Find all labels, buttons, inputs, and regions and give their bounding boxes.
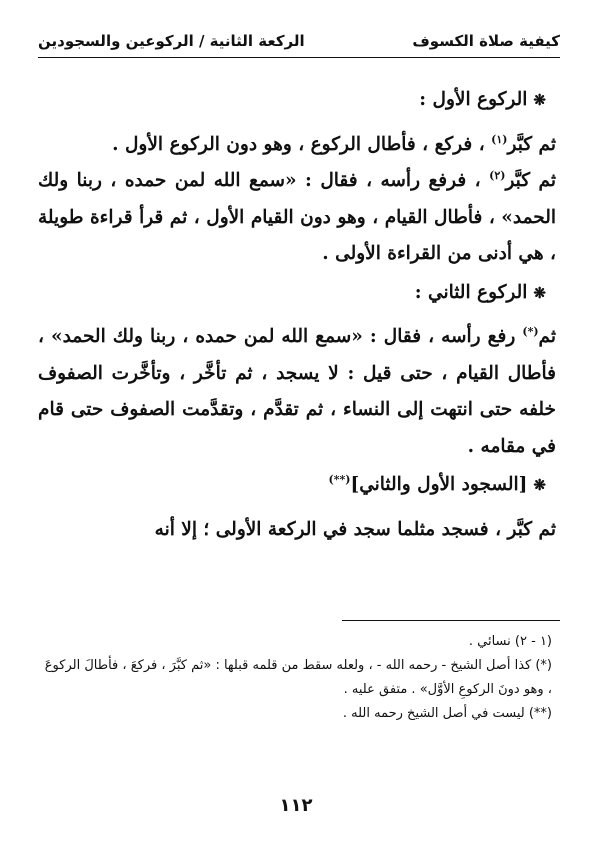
page-number: ١١٢ <box>279 795 313 816</box>
footnote-star: (*) كذا أصل الشيخ - رحمه الله - ، ولعله سقط من قلمه قبلها : «ثم كبَّرَ ، فركعَ ، فأطالَ الركوعَ ، وهو دونَ الركوعِ الأوَّل» . متفق عليه . <box>44 658 552 697</box>
paragraph-4: ثم كبَّر ، فسجد مثلما سجد في الركعة الأولى ؛ إلا أنه <box>154 518 556 540</box>
paragraph-1: ثم كبَّر$^{(١)}$ ، فركع ، فأطال الركوع ، وهو دون الركوع الأول . <box>112 132 556 155</box>
asterisk-bullet-icon: ❋ <box>533 476 546 494</box>
footnote-double-star: (**) ليست في أصل الشيخ رحمه الله . <box>342 706 552 721</box>
header-section-title: الركعة الثانية / الركوعين والسجودين <box>38 32 305 50</box>
main-text <box>38 80 556 548</box>
footnote-ref-1: (١) <box>491 132 508 146</box>
footnotes <box>40 630 552 726</box>
footnote-ref-star: (*) <box>522 324 539 338</box>
asterisk-bullet-icon: ❋ <box>533 283 546 302</box>
asterisk-bullet-icon: ❋ <box>533 91 546 109</box>
heading-sujood: ❋[السجود الأول والثاني](**) <box>328 472 546 495</box>
paragraph-2: ثم كبَّر$^{(٢)}$ ، فرفع رأسه ، فقال : «سمع الله لمن حمده ، ربنا ولك الحمد» ، فأطال القيام ، وهو دون القيام الأول ، ثم قرأ قراءة طويلة ، هي أدنى من القراءة الأولى . <box>38 168 556 264</box>
heading-second-ruku: ❋الركوع الثاني : <box>414 281 546 303</box>
footnote-1-2: (١ - ٢) نسائي . <box>468 634 552 649</box>
footnote-divider <box>342 620 560 621</box>
heading-first-ruku: ❋الركوع الأول : <box>419 89 546 110</box>
footnote-ref-double-star: (**) <box>328 472 351 486</box>
running-header <box>38 28 560 54</box>
footnote-ref-2: (٢) <box>489 168 506 182</box>
header-chapter-title: كيفية صلاة الكسوف <box>412 32 560 50</box>
paragraph-3: ثم(*) رفع رأسه ، فقال : «سمع الله لمن حمده ، ربنا ولك الحمد» ، فأطال القيام ، حتى قيل : لا يسجد ، ثم تأخَّر ، وتأخَّرت الصفوف خلفه حتى انتهت إلى النساء ، ثم تقدَّم ، وتقدَّمت الصفوف حتى قام في مقامه . <box>38 324 556 457</box>
header-divider <box>38 57 560 58</box>
